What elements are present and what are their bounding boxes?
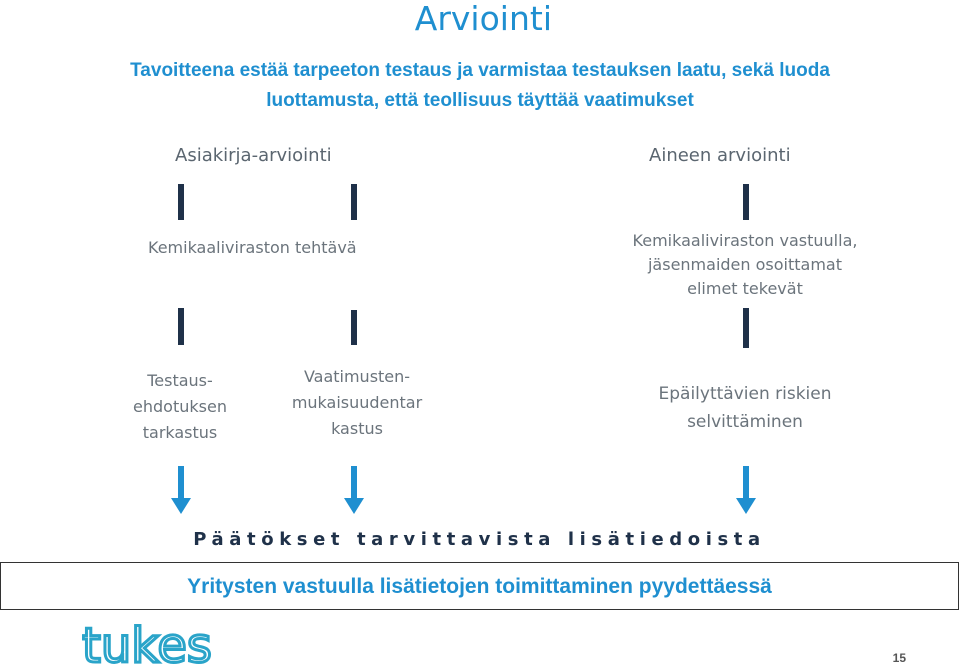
left-item-1-line-3: tarkastus — [142, 423, 218, 442]
subtitle-line-1: Tavoitteena estää tarpeeton testaus ja varmistaa testauksen laatu, sekä luoda — [130, 60, 830, 81]
left-item-1-line-1: Testaus- — [147, 371, 213, 390]
footer-text: Yritysten vastuulla lisätietojen toimittaminen pyydettäessä — [187, 575, 772, 598]
arrow-left-2 — [344, 466, 364, 514]
decisions-label: Päätökset tarvittavista lisätiedoista — [193, 529, 766, 550]
left-item-2-line-1: Vaatimusten- — [303, 367, 411, 386]
left-task-label: Kemikaaliviraston tehtävä — [148, 238, 357, 257]
right-item-line-1: Epäilyttävien riskien — [658, 384, 832, 404]
heading-substance-evaluation: Aineen arviointi — [649, 145, 791, 166]
page-number: 15 — [892, 651, 906, 665]
left-item-2-line-3: kastus — [331, 419, 383, 438]
right-task-line-3: elimet tekevät — [687, 279, 803, 298]
subtitle-line-2: luottamusta, että teollisuus täyttää vaatimukset — [266, 90, 694, 111]
heading-document-evaluation: Asiakirja-arviointi — [175, 145, 332, 166]
left-item-2-line-2: mukaisuudentar — [291, 393, 423, 412]
arrow-left-1 — [171, 466, 191, 514]
right-task-line-2: jäsenmaiden osoittamat — [647, 255, 842, 274]
right-item-line-2: selvittäminen — [687, 412, 803, 432]
right-task-line-1: Kemikaaliviraston vastuulla, — [632, 231, 858, 250]
slide-title: Arviointi — [414, 0, 552, 38]
left-item-1-line-2: ehdotuksen — [133, 397, 227, 416]
tukes-logo — [82, 618, 212, 668]
arrow-right — [736, 466, 756, 514]
svg-text:tukes: tukes — [82, 618, 212, 668]
